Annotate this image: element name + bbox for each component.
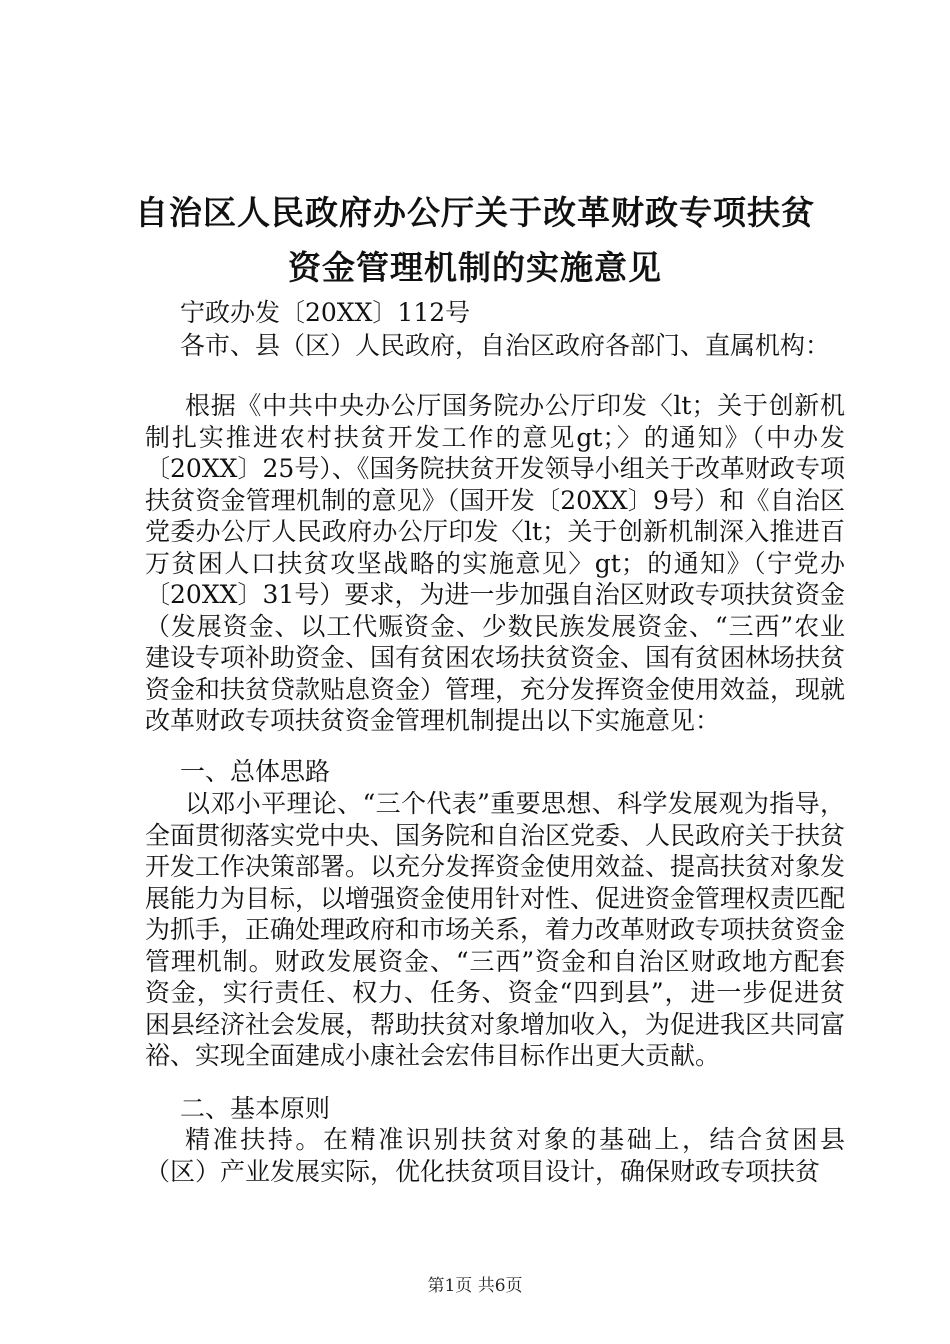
section-heading-2: 二、基本原则	[180, 1094, 331, 1123]
document-title-line-1: 自治区人民政府办公厅关于改革财政专项扶贫	[135, 193, 815, 232]
section-2-paragraph: 精准扶持。在精准识别扶贫对象的基础上，结合贫困县（区）产业发展实际，优化扶贫项目设计，确保财政专项扶贫	[145, 1125, 845, 1186]
recipients-line: 各市、县（区）人民政府，自治区政府各部门、直属机构：	[180, 331, 831, 360]
intro-paragraph: 根据《中共中央办公厅国务院办公厅印发〈lt；关于创新机制扎实推进农村扶贫开发工作的意见gt；〉的通知》（中办发〔20XX〕25号）、《国务院扶贫开发领导小组关于改革财政专项扶贫资金管理机制的意见》（国开发〔20XX〕9号）和《自治区党委办公厅人民政府办公厅印发〈lt；关于创新机制深入推进百万贫困人口扶贫攻坚战略的实施意见〉gt；的通知》（宁党办〔20XX〕31号）要求，为进一步加强自治区财政专项扶贫资金（发展资金、以工代赈资金、少数民族发展资金、“三西”农业建设专项补助资金、国有贫困农场扶贫资金、国有贫困林场扶贫资金和扶贫贷款贴息资金）管理，充分发挥资金使用效益，现就改革财政专项扶贫资金管理机制提出以下实施意见：	[145, 391, 846, 735]
section-heading-1: 一、总体思路	[180, 757, 331, 786]
page-footer: 第1页 共6页	[427, 1276, 523, 1296]
document-title-line-2: 资金管理机制的实施意见	[288, 248, 662, 287]
section-1-paragraph: 以邓小平理论、“三个代表”重要思想、科学发展观为指导，全面贯彻落实党中央、国务院和自治区党委、人民政府关于扶贫开发工作决策部署。以充分发挥资金使用效益、提高扶贫对象发展能力为目标，以增强资金使用针对性、促进资金管理权责匹配为抓手，正确处理政府和市场关系，着力改革财政专项扶贫资金管理机制。财政发展资金、“三西”资金和自治区财政地方配套资金，实行责任、权力、任务、资金“四到县”，进一步促进贫困县经济社会发展，帮助扶贫对象增加收入，为促进我区共同富裕、实现全面建成小康社会宏伟目标作出更大贡献。	[145, 789, 846, 1070]
document-number: 宁政办发〔20XX〕112号	[180, 298, 471, 327]
